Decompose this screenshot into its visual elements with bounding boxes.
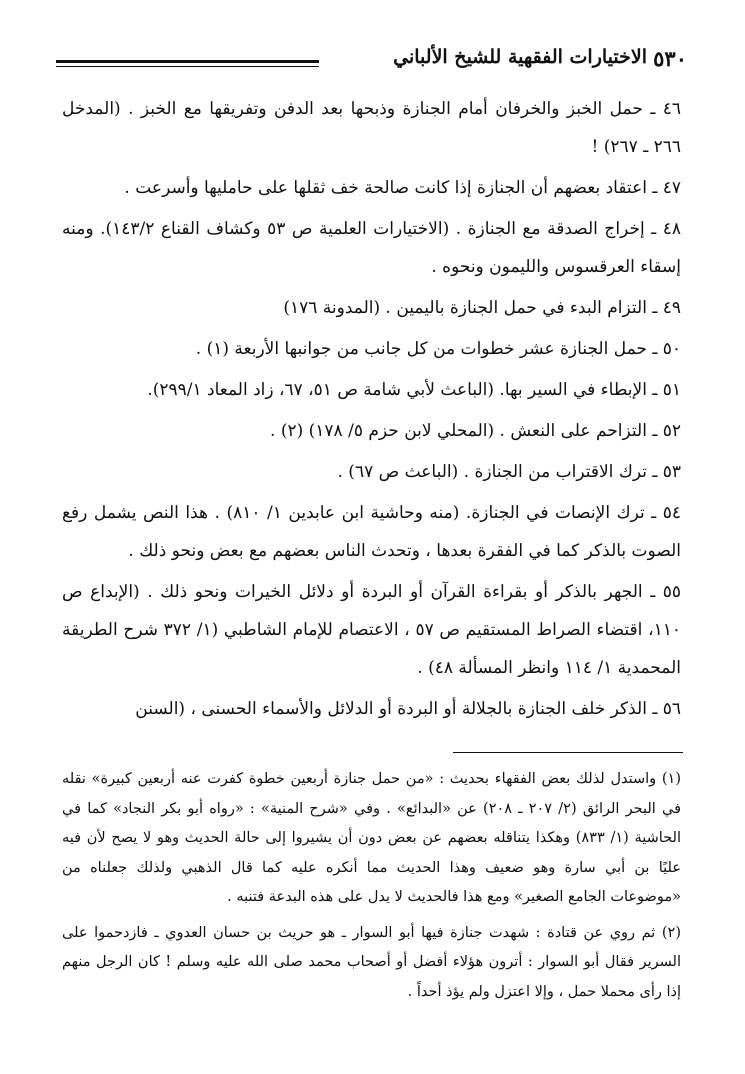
list-item [62, 210, 681, 286]
footnote-number: (١) [661, 771, 682, 787]
item-text: ترك الإنصات في الجنازة. (منه وحاشية ابن عابدين ١/ ٨١٠) . هذا النص يشمل رفع الصوت بالذكر كما في الفقرة بعدها ، وتحدث الناس بعضهم مع بعض ونحو ذلك . [62, 503, 681, 561]
item-text: إخراج الصدقة مع الجنازة . (الاختيارات العلمية ص ٥٣ وكشاف القناع ١٤٣/٢). ومنه إسقاء العرقسوس والليمون ونحوه . [62, 219, 681, 277]
item-number: ٤٩ ـ [652, 298, 681, 318]
list-item [62, 90, 681, 166]
list-item [62, 453, 681, 491]
list-item [62, 169, 681, 207]
page-header [56, 44, 687, 78]
page-number: ٥٣٠ [653, 46, 687, 71]
list-item [62, 494, 681, 570]
item-number: ٤٦ ـ [650, 99, 682, 119]
item-number: ٥٦ ـ [652, 699, 681, 719]
footnote-text: واستدل لذلك بعض الفقهاء بحديث : «من حمل جنازة أربعين خطوة كفرت عنه أربعين كبيرة» نقله في البحر الرائق (٢/ ٢٠٧ ـ ٢٠٨) عن «البدائع» . وفي «شرح المنية» : «رواه أبو بكر النجاد» كما في الحاشية (١/ ٨٣٣) وهكذا يتناقله بعضهم عن بعض دون أن يشيروا إلى حالة الحديث وهو لا يصح لأن فيه عليًا بن أبي سارة وهو ضعيف وهذا الحديث مما أنكره عليه كما قال الذهبي ولذلك جعلناه من «موضوعات الجامع الصغير» ومع هذا فالحديث لا يدل على هذه البدعة فتنبه . [62, 771, 682, 905]
list-item [62, 371, 681, 409]
item-number: ٥٥ ـ [650, 582, 682, 602]
list-item [62, 573, 681, 687]
item-number: ٥٣ ـ [652, 462, 681, 482]
running-title: الاختيارات الفقهية للشيخ الألباني [393, 46, 647, 68]
list-item [62, 330, 681, 368]
header-rule-thin [56, 66, 319, 67]
item-text: الإبطاء في السير بها. (الباعث لأبي شامة ص ٥١، ٦٧، زاد المعاد ٢٩٩/١). [147, 380, 647, 400]
footnote [62, 765, 681, 913]
footnote-number: (٢) [661, 924, 682, 941]
item-text: حمل الخبز والخرفان أمام الجنازة وذبحها بعد الدفن وتفريقها مع الخبز . (المدخل ٢٦٦ ـ ٢٦٧) ! [62, 99, 681, 157]
list-item [62, 690, 681, 728]
item-number: ٤٧ ـ [652, 178, 681, 198]
item-number: ٥١ ـ [652, 380, 681, 400]
footnotes [62, 765, 681, 1013]
footnote-separator [453, 752, 683, 753]
item-number: ٥٠ ـ [652, 339, 681, 359]
item-number: ٥٢ ـ [652, 421, 681, 441]
item-text: حمل الجنازة عشر خطوات من كل جانب من جوانبها الأربعة (١) . [195, 339, 647, 359]
item-number: ٥٤ ـ [651, 503, 682, 523]
item-text: التزاحم على النعش . (المحلي لابن حزم ٥/ ١٧٨) (٢) . [270, 421, 647, 441]
item-text: ترك الاقتراب من الجنازة . (الباعث ص ٦٧) . [337, 462, 647, 482]
footnote [62, 919, 681, 1008]
item-text: التزام البدء في حمل الجنازة باليمين . (المدونة ١٧٦) [283, 298, 647, 318]
list-item [62, 289, 681, 327]
item-text: الجهر بالذكر أو بقراءة القرآن أو البردة أو دلائل الخيرات ونحو ذلك . (الإبداع ص ١١٠، اقتضاء الصراط المستقيم ص ٥٧ ، الاعتصام للإمام الشاطبي (١/ ٣٧٢ شرح الطريقة المحمدية ١/ ١١٤ وانظر المسألة ٤٨) . [62, 582, 681, 678]
item-text: اعتقاد بعضهم أن الجنازة إذا كانت صالحة خف ثقلها على حامليها وأسرعت . [124, 178, 647, 198]
main-text [62, 90, 681, 731]
item-text: الذكر خلف الجنازة بالجلالة أو البردة أو الدلائل والأسماء الحسنى ، (السنن [135, 699, 647, 719]
list-item [62, 412, 681, 450]
footnote-text: ثم روي عن قتادة : شهدت جنازة فيها أبو السوار ـ هو حريث بن حسان العدوي ـ فازدحموا على السرير فقال أبو السوار : أترون هؤلاء أفضل أو أصحاب محمد صلى الله عليه وسلم ! كان الرجل منهم إذا رأى محملا حمل ، وإلا اعتزل ولم يؤذ أحداً . [62, 924, 681, 1000]
header-rule-thick [56, 60, 319, 63]
item-number: ٤٨ ـ [651, 219, 682, 239]
